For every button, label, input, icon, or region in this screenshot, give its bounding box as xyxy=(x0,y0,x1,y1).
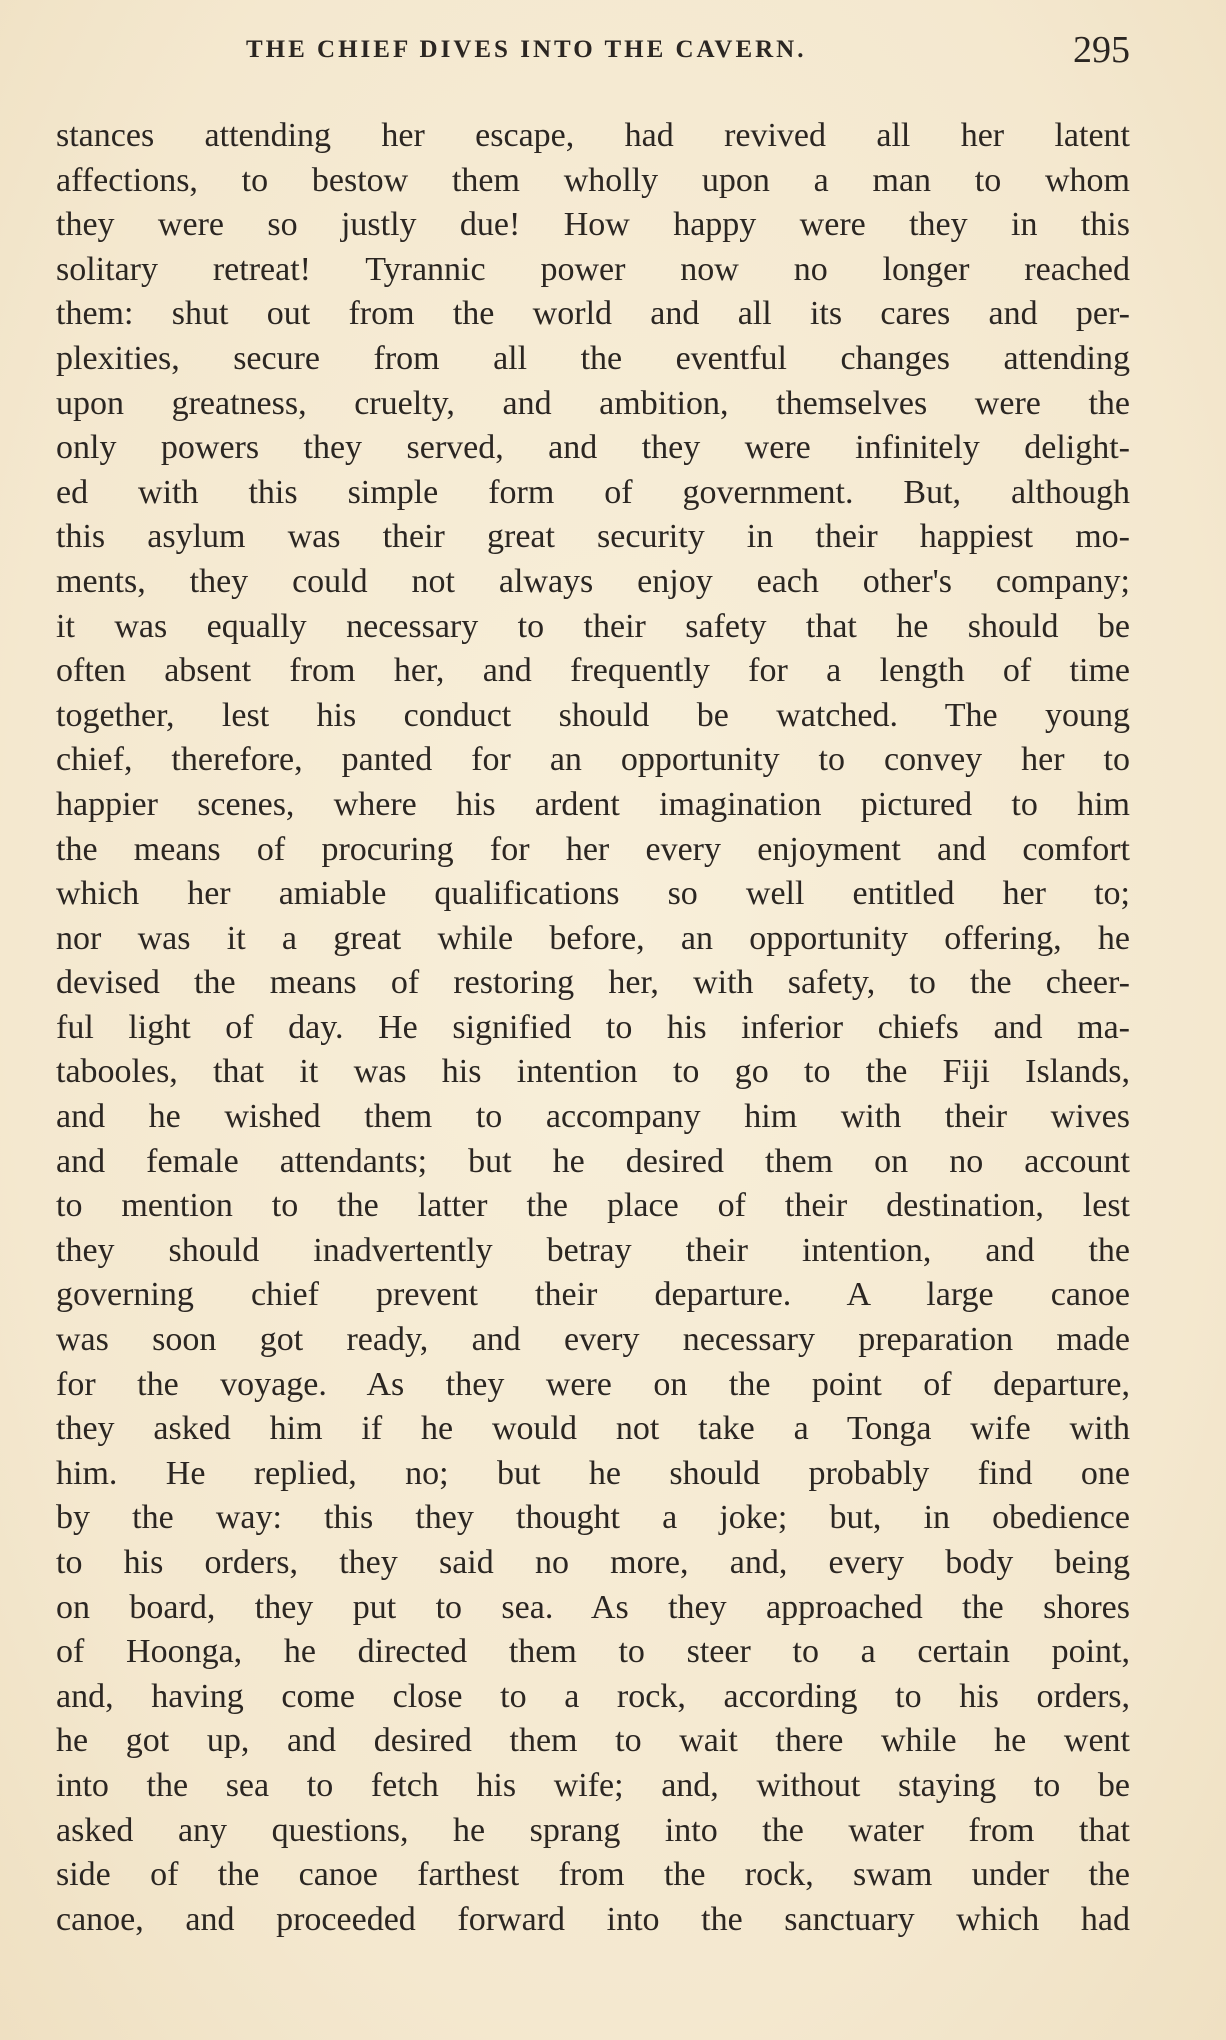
text-line: only powers they served, and they were infinitely delight- xyxy=(56,429,1130,467)
text-line: and female attendants; but he desired them on no account xyxy=(56,1142,1130,1180)
text-line: side of the canoe farthest from the rock, swam under the xyxy=(56,1856,1130,1894)
text-line: governing chief prevent their departure. A large canoe xyxy=(56,1276,1130,1314)
text-line: chief, therefore, panted for an opportunity to convey her to xyxy=(56,741,1130,779)
text-line: and he wished them to accompany him with their wives xyxy=(56,1098,1130,1136)
text-line: happier scenes, where his ardent imagination pictured to him xyxy=(56,785,1130,823)
text-line: they asked him if he would not take a Tonga wife with xyxy=(56,1410,1130,1448)
text-line: devised the means of restoring her, with safety, to the cheer- xyxy=(56,964,1130,1002)
text-line: which her amiable qualifications so well entitled her to; xyxy=(56,875,1130,913)
text-line: they should inadvertently betray their intention, and the xyxy=(56,1231,1130,1269)
body-text xyxy=(56,114,1130,1942)
text-line: for the voyage. As they were on the point of departure, xyxy=(56,1365,1130,1403)
text-line: them: shut out from the world and all its cares and per- xyxy=(56,295,1130,333)
text-line: to mention to the latter the place of their destination, lest xyxy=(56,1187,1130,1225)
text-line: and, having come close to a rock, according to his orders, xyxy=(56,1677,1130,1715)
text-line: stances attending her escape, had revived all her latent xyxy=(56,117,1130,154)
text-line: was soon got ready, and every necessary preparation made xyxy=(56,1321,1130,1359)
text-line: to his orders, they said no more, and, every body being xyxy=(56,1544,1130,1581)
text-line: asked any questions, he sprang into the water from that xyxy=(56,1811,1130,1849)
text-line: affections, to bestow them wholly upon a man to whom xyxy=(56,161,1130,199)
text-line: the means of procuring for her every enjoyment and comfort xyxy=(56,830,1130,868)
text-line: ed with this simple form of government. But, although xyxy=(56,473,1130,511)
text-line: they were so justly due! How happy were they in this xyxy=(56,206,1130,244)
text-line: often absent from her, and frequently for a length of time xyxy=(56,652,1130,690)
text-line: together, lest his conduct should be watched. The young xyxy=(56,696,1130,734)
text-line: it was equally necessary to their safety that he should be xyxy=(56,607,1130,645)
text-line: upon greatness, cruelty, and ambition, themselves were the xyxy=(56,384,1130,422)
page-number: 295 xyxy=(1073,29,1130,71)
text-line: plexities, secure from all the eventful changes attending xyxy=(56,339,1130,377)
text-line: him. He replied, no; but he should probably find one xyxy=(56,1454,1130,1492)
text-line: of Hoonga, he directed them to steer to a certain point, xyxy=(56,1633,1130,1671)
text-line: tabooles, that it was his intention to go to the Fiji Islands, xyxy=(56,1053,1130,1091)
text-line: ments, they could not always enjoy each other's company; xyxy=(56,562,1130,600)
text-line: into the sea to fetch his wife; and, without staying to be xyxy=(56,1766,1130,1804)
text-line: this asylum was their great security in their happiest mo- xyxy=(56,518,1130,556)
text-line: by the way: this they thought a joke; but, in obedience xyxy=(56,1499,1130,1537)
text-line: canoe, and proceeded forward into the sanctuary which had xyxy=(56,1900,1130,1938)
text-line: solitary retreat! Tyrannic power now no longer reached xyxy=(56,250,1130,288)
running-title: THE CHIEF DIVES INTO THE CAVERN. xyxy=(246,36,807,63)
text-line: on board, they put to sea. As they approached the shores xyxy=(56,1588,1130,1626)
text-line: nor was it a great while before, an opportunity offering, he xyxy=(56,919,1130,957)
text-line: he got up, and desired them to wait there while he went xyxy=(56,1722,1130,1760)
text-line: ful light of day. He signified to his inferior chiefs and ma- xyxy=(56,1008,1130,1046)
running-head xyxy=(56,28,1130,76)
